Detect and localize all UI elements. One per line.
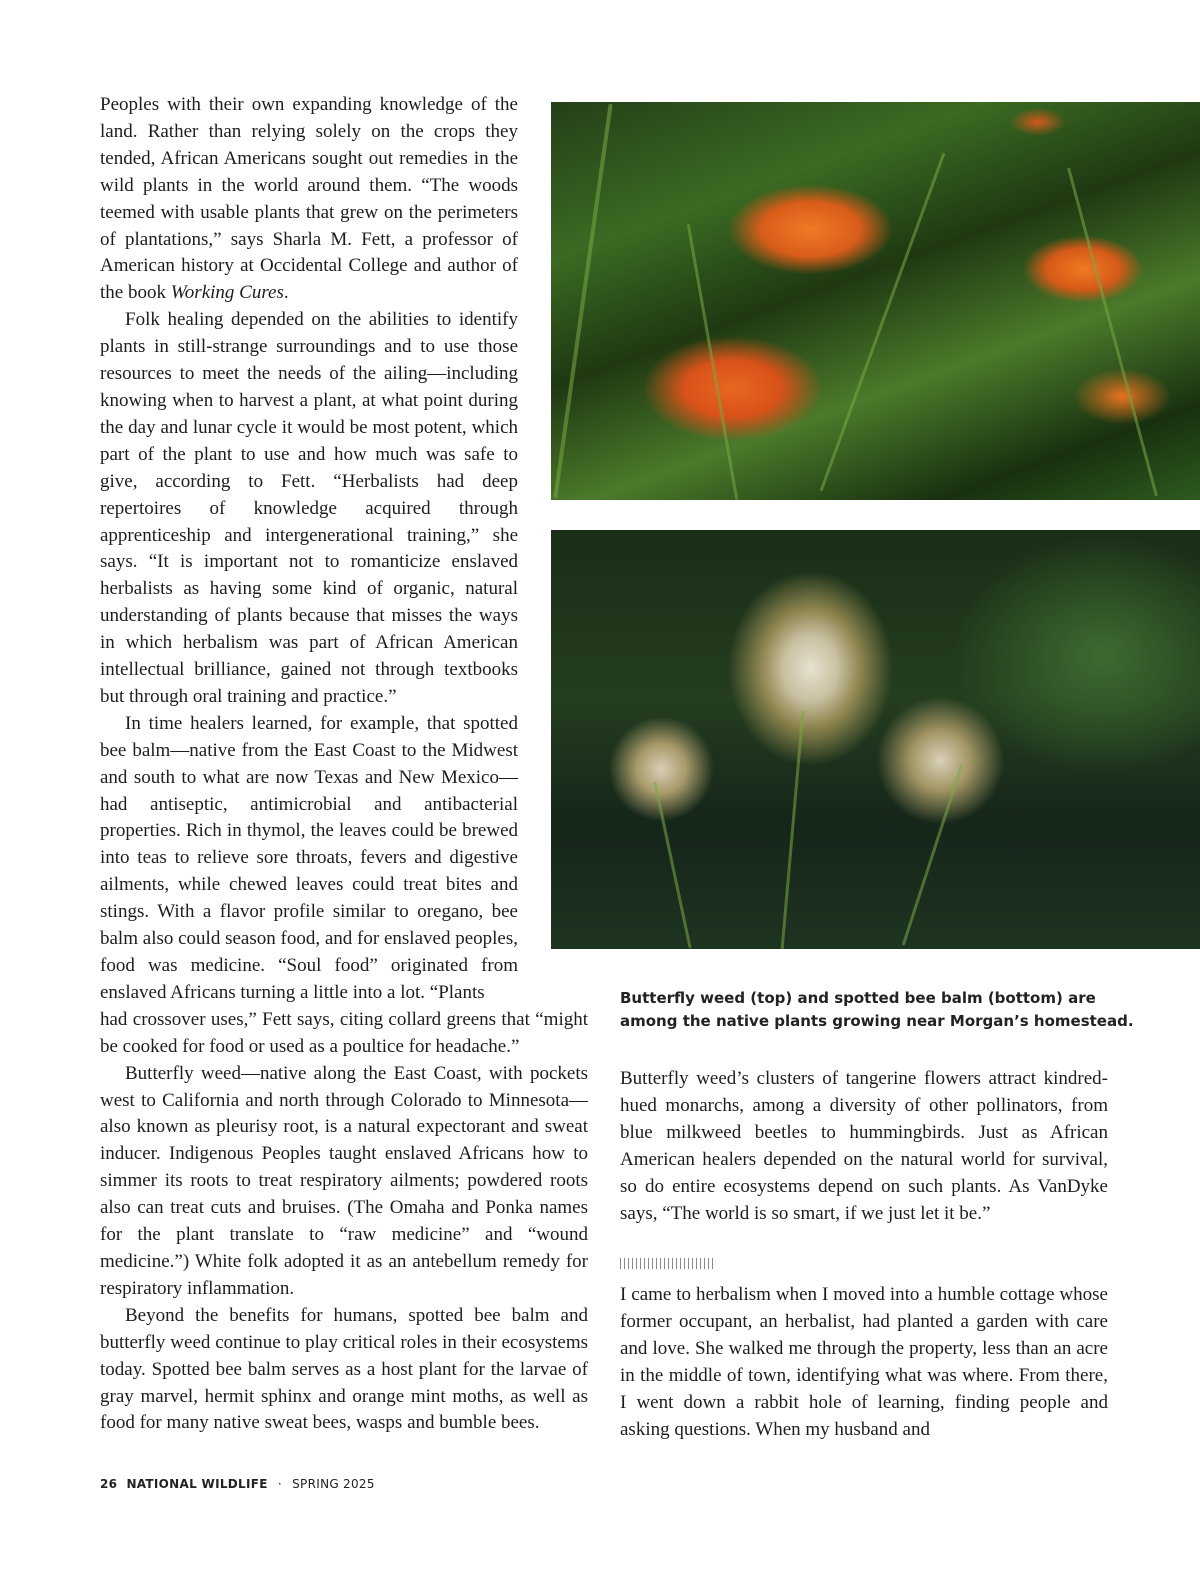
butterfly-weed-photo (551, 102, 1200, 500)
paragraph-3-continued: had crossover uses,” Fett says, citing collard greens that “might be cooked for food or used as a poultice for headache.” (100, 1008, 588, 1057)
page-number: 26 (100, 1477, 118, 1491)
photo-caption (620, 987, 1134, 1033)
right-text-column (620, 1066, 1108, 1227)
wide-text-block (100, 1007, 588, 1438)
right-text-column-2 (620, 1282, 1108, 1443)
caption-line-1: Butterfly weed (top) and spotted bee balm (bottom) are (620, 989, 1096, 1007)
book-title: Working Cures (170, 282, 284, 304)
paragraph-4: Butterfly weed—native along the East Coast, with pockets west to California and north through Colorado to Minnesota—also known as pleurisy root, is a natural expectorant and sweat inducer. Indigenous Peoples taught enslaved Africans how to simmer its roots to treat respiratory ailments; powdered roots also can treat cuts and bruises. (The Omaha and Ponka names for the plant translate to “raw medicine” and “wound medicine.”) White folk adopted it as an antebellum remedy for respiratory inflammation. (100, 1062, 588, 1299)
magazine-name: NATIONAL WILDLIFE (126, 1477, 268, 1491)
issue-date: SPRING 2025 (292, 1477, 375, 1491)
page-footer (100, 1477, 375, 1491)
paragraph-1: Peoples with their own expanding knowledge of the land. Rather than relying solely on the crops they tended, African Americans sought out remedies in the wild plants in the world around them. “The woods teemed with usable plants that grew on the perimeters of plantations,” says Sharla M. Fett, a professor of American history at Occidental College and author of the book Working Cures. (100, 94, 518, 304)
paragraph-2: Folk healing depended on the abilities to identify plants in still-strange surroundings and to use those resources to meet the needs of the ailing—including knowing when to harvest a plant, at what point during the day and lunar cycle it would be most potent, which part of the plant to use and how much was safe to give, according to Fett. “Herbalists had deep repertoires of knowledge acquired through apprenticeship and intergenerational training,” she says. “It is important not to romanticize enslaved herbalists as having some kind of organic, natural understanding of plants because that misses the ways in which herbalism was part of African American intellectual brilliance, gained not through textbooks but through oral training and practice.” (100, 309, 518, 707)
paragraph-3: In time healers learned, for example, that spotted bee balm—native from the East Coast to the Midwest and south to what are now Texas and New Mexico—had antiseptic, antimicrobial and antibacterial properties. Rich in thymol, the leaves could be brewed into teas to relieve sore throats, fevers and digestive ailments, while chewed leaves could treat bites and stings. With a flavor profile similar to oregano, bee balm also could season food, and for enslaved peoples, food was medicine. “Soul food” originated from enslaved Africans turning a little into a lot. “Plants (100, 712, 518, 1003)
section-divider (620, 1258, 716, 1269)
right-paragraph-2: I came to herbalism when I moved into a humble cottage whose former occupant, an herbalist, had planted a garden with care and love. She walked me through the property, less than an acre in the middle of town, identifying what was where. From there, I went down a rabbit hole of learning, finding people and asking questions. When my husband and (620, 1284, 1108, 1440)
spotted-bee-balm-photo (551, 530, 1200, 949)
paragraph-5: Beyond the benefits for humans, spotted bee balm and butterfly weed continue to play critical roles in their ecosystems today. Spotted bee balm serves as a host plant for the larvae of gray marvel, hermit sphinx and orange mint moths, as well as food for many native sweat bees, wasps and bumble bees. (100, 1304, 588, 1434)
right-paragraph-1: Butterfly weed’s clusters of tangerine flowers attract kindred-hued monarchs, among a diversity of other pollinators, from blue milkweed beetles to hummingbirds. Just as African American healers depended on the natural world for survival, so do entire ecosystems depend on such plants. As VanDyke says, “The world is so smart, if we just let it be.” (620, 1068, 1108, 1224)
left-text-column (100, 92, 588, 1437)
footer-separator: · (277, 1477, 283, 1491)
caption-line-2: among the native plants growing near Morgan’s homestead. (620, 1012, 1134, 1030)
